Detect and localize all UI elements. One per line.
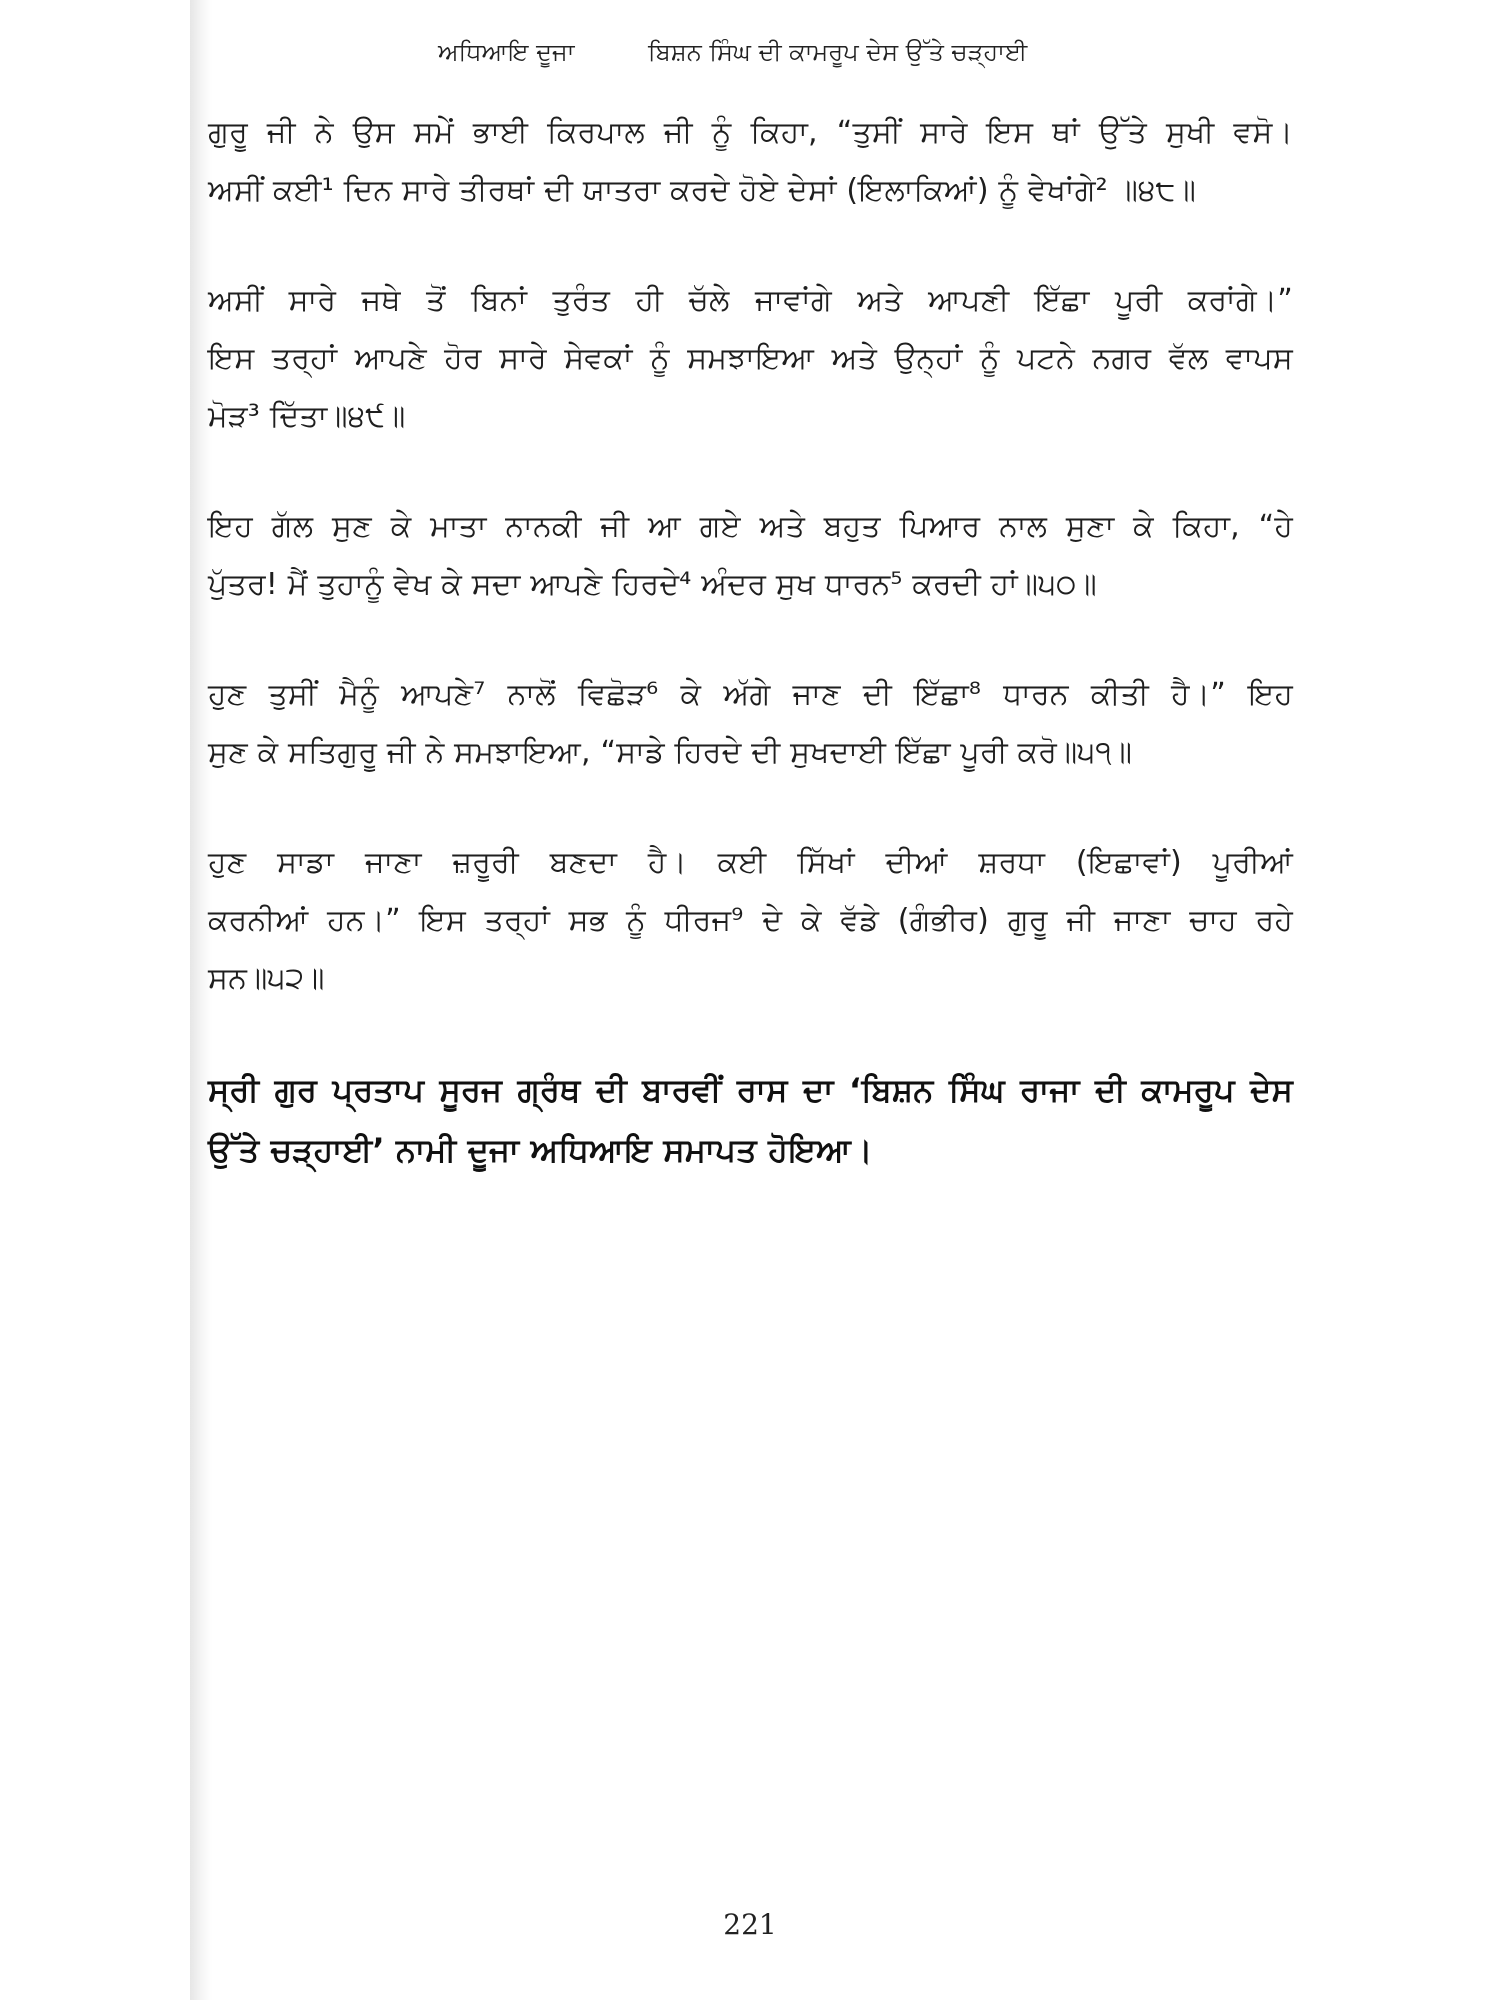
chapter-closing-note <box>208 1060 1293 1180</box>
page-number: 221 <box>723 1908 777 1941</box>
closing-line: ਉੱਤੇ ਚੜ੍ਹਾਈ’ ਨਾਮੀ ਦੂਜਾ ਅਧਿਆਇ ਸਮਾਪਤ ਹੋਇਆ। <box>208 1131 873 1169</box>
text-line: ਇਹ ਗੱਲ ਸੁਣ ਕੇ ਮਾਤਾ ਨਾਨਕੀ ਜੀ ਆ ਗਏ ਅਤੇ ਬਹੁਤ ਪਿਆਰ ਨਾਲ ਸੁਣਾ ਕੇ ਕਿਹਾ, “ਹੇ <box>208 509 1293 544</box>
text-line: ਸੁਣ ਕੇ ਸਤਿਗੁਰੂ ਜੀ ਨੇ ਸਮਝਾਇਆ, “ਸਾਡੇ ਹਿਰਦੇ ਦੀ ਸੁਖਦਾਈ ਇੱਛਾ ਪੂਰੀ ਕਰੋ॥੫੧॥ <box>208 735 1133 770</box>
verse-49 <box>208 272 1293 446</box>
text-line: ਕਰਨੀਆਂ ਹਨ।” ਇਸ ਤਰ੍ਹਾਂ ਸਭ ਨੂੰ ਧੀਰਜ⁹ ਦੇ ਕੇ ਵੱਡੇ (ਗੰਭੀਰ) ਗੁਰੂ ਜੀ ਜਾਣਾ ਚਾਹ ਰਹੇ <box>208 903 1293 938</box>
verse-52 <box>208 834 1293 1008</box>
verse-51 <box>208 666 1293 782</box>
closing-line: ਸ੍ਰੀ ਗੁਰ ਪ੍ਰਤਾਪ ਸੂਰਜ ਗ੍ਰੰਥ ਦੀ ਬਾਰਵੀਂ ਰਾਸ ਦਾ ‘ਬਿਸ਼ਨ ਸਿੰਘ ਰਾਜਾ ਦੀ ਕਾਮਰੂਪ ਦੇਸ <box>208 1071 1293 1109</box>
text-line: ਗੁਰੂ ਜੀ ਨੇ ਉਸ ਸਮੇਂ ਭਾਈ ਕਿਰਪਾਲ ਜੀ ਨੂੰ ਕਿਹਾ, “ਤੁਸੀਂ ਸਾਰੇ ਇਸ ਥਾਂ ਉੱਤੇ ਸੁਖੀ ਵਸੋ। <box>208 115 1293 150</box>
text-line: ਪੁੱਤਰ! ਮੈਂ ਤੁਹਾਨੂੰ ਵੇਖ ਕੇ ਸਦਾ ਆਪਣੇ ਹਿਰਦੇ⁴ ਅੰਦਰ ਸੁਖ ਧਾਰਨ⁵ ਕਰਦੀ ਹਾਂ॥੫੦॥ <box>208 567 1097 602</box>
text-line: ਅਸੀਂ ਸਾਰੇ ਜਥੇ ਤੋਂ ਬਿਨਾਂ ਤੁਰੰਤ ਹੀ ਚੱਲੇ ਜਾਵਾਂਗੇ ਅਤੇ ਆਪਣੀ ਇੱਛਾ ਪੂਰੀ ਕਰਾਂਗੇ।” <box>208 283 1293 318</box>
text-line: ਮੋੜ³ ਦਿੱਤਾ॥੪੯॥ <box>208 399 406 434</box>
text-line: ਅਸੀਂ ਕਈ¹ ਦਿਨ ਸਾਰੇ ਤੀਰਥਾਂ ਦੀ ਯਾਤਰਾ ਕਰਦੇ ਹੋਏ ਦੇਸਾਂ (ਇਲਾਕਿਆਂ) ਨੂੰ ਵੇਖਾਂਗੇ² ॥੪੮॥ <box>208 173 1196 208</box>
text-line: ਸਨ॥੫੨॥ <box>208 961 325 996</box>
running-header <box>0 38 1500 78</box>
verse-48 <box>208 104 1293 220</box>
text-line: ਇਸ ਤਰ੍ਹਾਂ ਆਪਣੇ ਹੋਰ ਸਾਰੇ ਸੇਵਕਾਂ ਨੂੰ ਸਮਝਾਇਆ ਅਤੇ ਉਨ੍ਹਾਂ ਨੂੰ ਪਟਨੇ ਨਗਰ ਵੱਲ ਵਾਪਸ <box>208 341 1293 376</box>
text-line: ਹੁਣ ਸਾਡਾ ਜਾਣਾ ਜ਼ਰੂਰੀ ਬਣਦਾ ਹੈ। ਕਈ ਸਿੱਖਾਂ ਦੀਆਂ ਸ਼ਰਧਾ (ਇਛਾਵਾਂ) ਪੂਰੀਆਂ <box>208 845 1293 880</box>
body-text <box>208 104 1293 1180</box>
header-title: ਬਿਸ਼ਨ ਸਿੰਘ ਦੀ ਕਾਮਰੂਪ ਦੇਸ ਉੱਤੇ ਚੜ੍ਹਾਈ <box>648 38 1028 66</box>
header-chapter: ਅਧਿਆਇ ਦੂਜਾ <box>438 38 575 66</box>
verse-50 <box>208 498 1293 614</box>
text-line: ਹੁਣ ਤੁਸੀਂ ਮੈਨੂੰ ਆਪਣੇ⁷ ਨਾਲੋਂ ਵਿਛੋੜ⁶ ਕੇ ਅੱਗੇ ਜਾਣ ਦੀ ਇੱਛਾ⁸ ਧਾਰਨ ਕੀਤੀ ਹੈ।” ਇਹ <box>208 677 1293 712</box>
